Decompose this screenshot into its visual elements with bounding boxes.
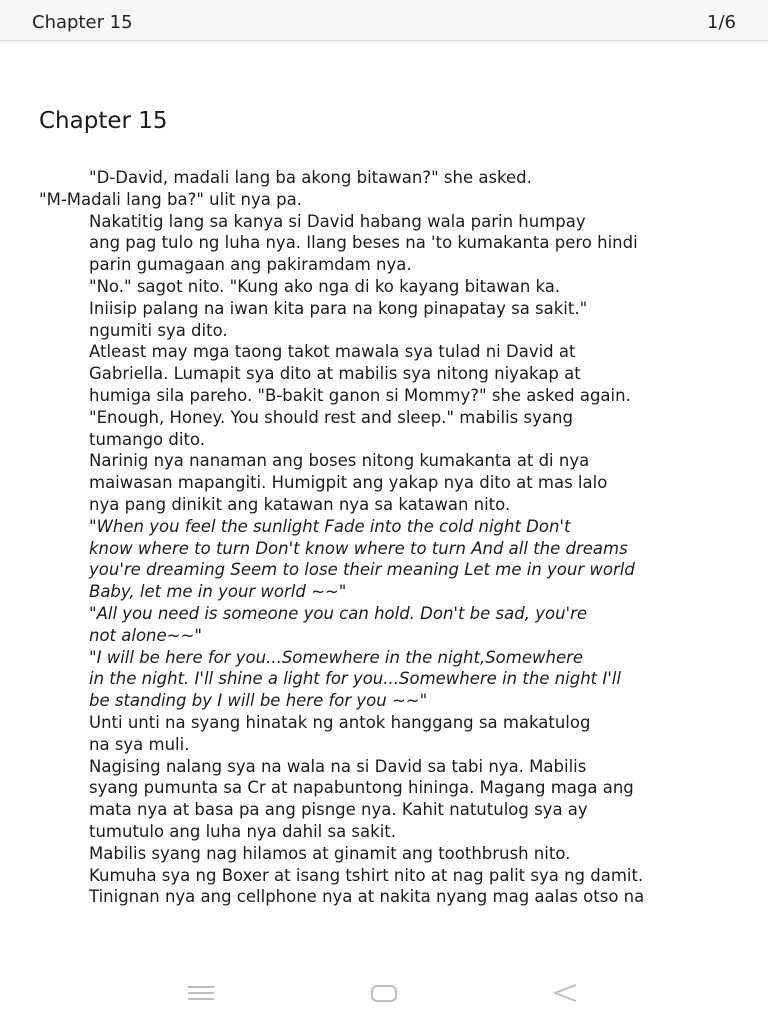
story-paragraph: [39, 450, 741, 515]
story-paragraph: [39, 211, 741, 276]
text-line: be standing by I will be here for you ~~": [89, 691, 428, 711]
text-line: Tinignan nya ang cellphone nya at nakita nyang mag aalas otso na: [89, 887, 645, 907]
text-line: "I will be here for you...Somewhere in the night,Somewhere: [89, 647, 584, 667]
text-line: Unti unti na syang hinatak ng antok hanggang sa makatulog: [89, 712, 591, 732]
story-paragraph: [39, 167, 741, 189]
story-paragraph: [39, 341, 741, 406]
text-line: Mabilis syang nag hilamos at ginamit ang toothbrush nito.: [89, 843, 571, 863]
text-line: "When you feel the sunlight Fade into the cold night Don't: [89, 516, 571, 536]
text-line: Iniisip palang na iwan kita para na kong pinapatay sa sakit.": [89, 298, 588, 318]
text-line: tumango dito.: [89, 429, 205, 449]
story-paragraph: [39, 189, 741, 211]
text-line: you're dreaming Seem to lose their meaning Let me in your world: [89, 560, 635, 580]
home-icon: [367, 980, 401, 1006]
nav-back-button[interactable]: [549, 980, 583, 1006]
story-paragraph: [39, 756, 741, 843]
story-paragraph: [39, 712, 741, 756]
text-line: Kumuha sya ng Boxer at isang tshirt nito at nag palit sya ng damit.: [89, 865, 644, 885]
nav-menu-button[interactable]: [185, 980, 219, 1006]
text-line: "Enough, Honey. You should rest and sleep." mabilis syang: [89, 407, 573, 427]
reader-content[interactable]: [39, 167, 741, 908]
text-line: Narinig nya nanaman ang boses nitong kumakanta at di nya: [89, 451, 590, 471]
text-line: humiga sila pareho. "B-bakit ganon si Mommy?" she asked again.: [89, 385, 631, 405]
text-line: "D-David, madali lang ba akong bitawan?" she asked.: [89, 168, 532, 187]
text-line: Nakatitig lang sa kanya si David habang wala parin humpay: [89, 211, 586, 231]
system-nav-bar: [0, 962, 768, 1024]
text-line: "All you need is someone you can hold. Don't be sad, you're: [89, 603, 588, 623]
text-line: know where to turn Don't know where to turn And all the dreams: [89, 538, 628, 558]
text-line: ang pag tulo ng luha nya. Ilang beses na 'to kumakanta pero hindi: [89, 233, 638, 253]
top-bar: [0, 0, 768, 41]
page-indicator: 1/6: [707, 12, 736, 33]
text-line: Gabriella. Lumapit sya dito at mabilis sya nitong niyakap at: [89, 364, 581, 384]
text-line: mata nya at basa pa ang pisnge nya. Kahit natutulog sya ay: [89, 800, 588, 820]
text-line: not alone~~": [89, 625, 202, 645]
lyric-paragraph: [39, 516, 741, 603]
text-line: maiwasan mapangiti. Humigpit ang yakap nya dito at mas lalo: [89, 473, 608, 493]
text-line: in the night. I'll shine a light for you...Somewhere in the night I'll: [89, 669, 621, 689]
back-icon: [549, 980, 583, 1006]
story-paragraph: [39, 407, 741, 451]
text-line: Baby, let me in your world ~~": [89, 582, 347, 602]
nav-home-button[interactable]: [367, 980, 401, 1006]
text-line: nya pang dinikit ang katawan nya sa katawan nito.: [89, 494, 511, 514]
menu-icon: [185, 980, 219, 1006]
story-paragraph: [39, 843, 741, 908]
text-line: syang pumunta sa Cr at napabuntong hininga. Magang maga ang: [89, 778, 634, 798]
text-line: na sya muli.: [89, 734, 190, 754]
header-title: Chapter 15: [32, 12, 133, 33]
chapter-heading: Chapter 15: [39, 108, 168, 134]
lyric-paragraph: [39, 603, 741, 647]
lyric-paragraph: [39, 647, 741, 712]
text-line: tumutulo ang luha nya dahil sa sakit.: [89, 821, 396, 841]
text-line: parin gumagaan ang pakiramdam nya.: [89, 255, 412, 275]
text-line: "No." sagot nito. "Kung ako nga di ko kayang bitawan ka.: [89, 276, 561, 296]
text-line: Nagising nalang sya na wala na si David sa tabi nya. Mabilis: [89, 756, 587, 776]
text-line: Atleast may mga taong takot mawala sya tulad ni David at: [89, 342, 576, 362]
text-line: "M-Madali lang ba?" ulit nya pa.: [39, 189, 302, 209]
story-paragraph: [39, 276, 741, 341]
text-line: ngumiti sya dito.: [89, 320, 228, 340]
